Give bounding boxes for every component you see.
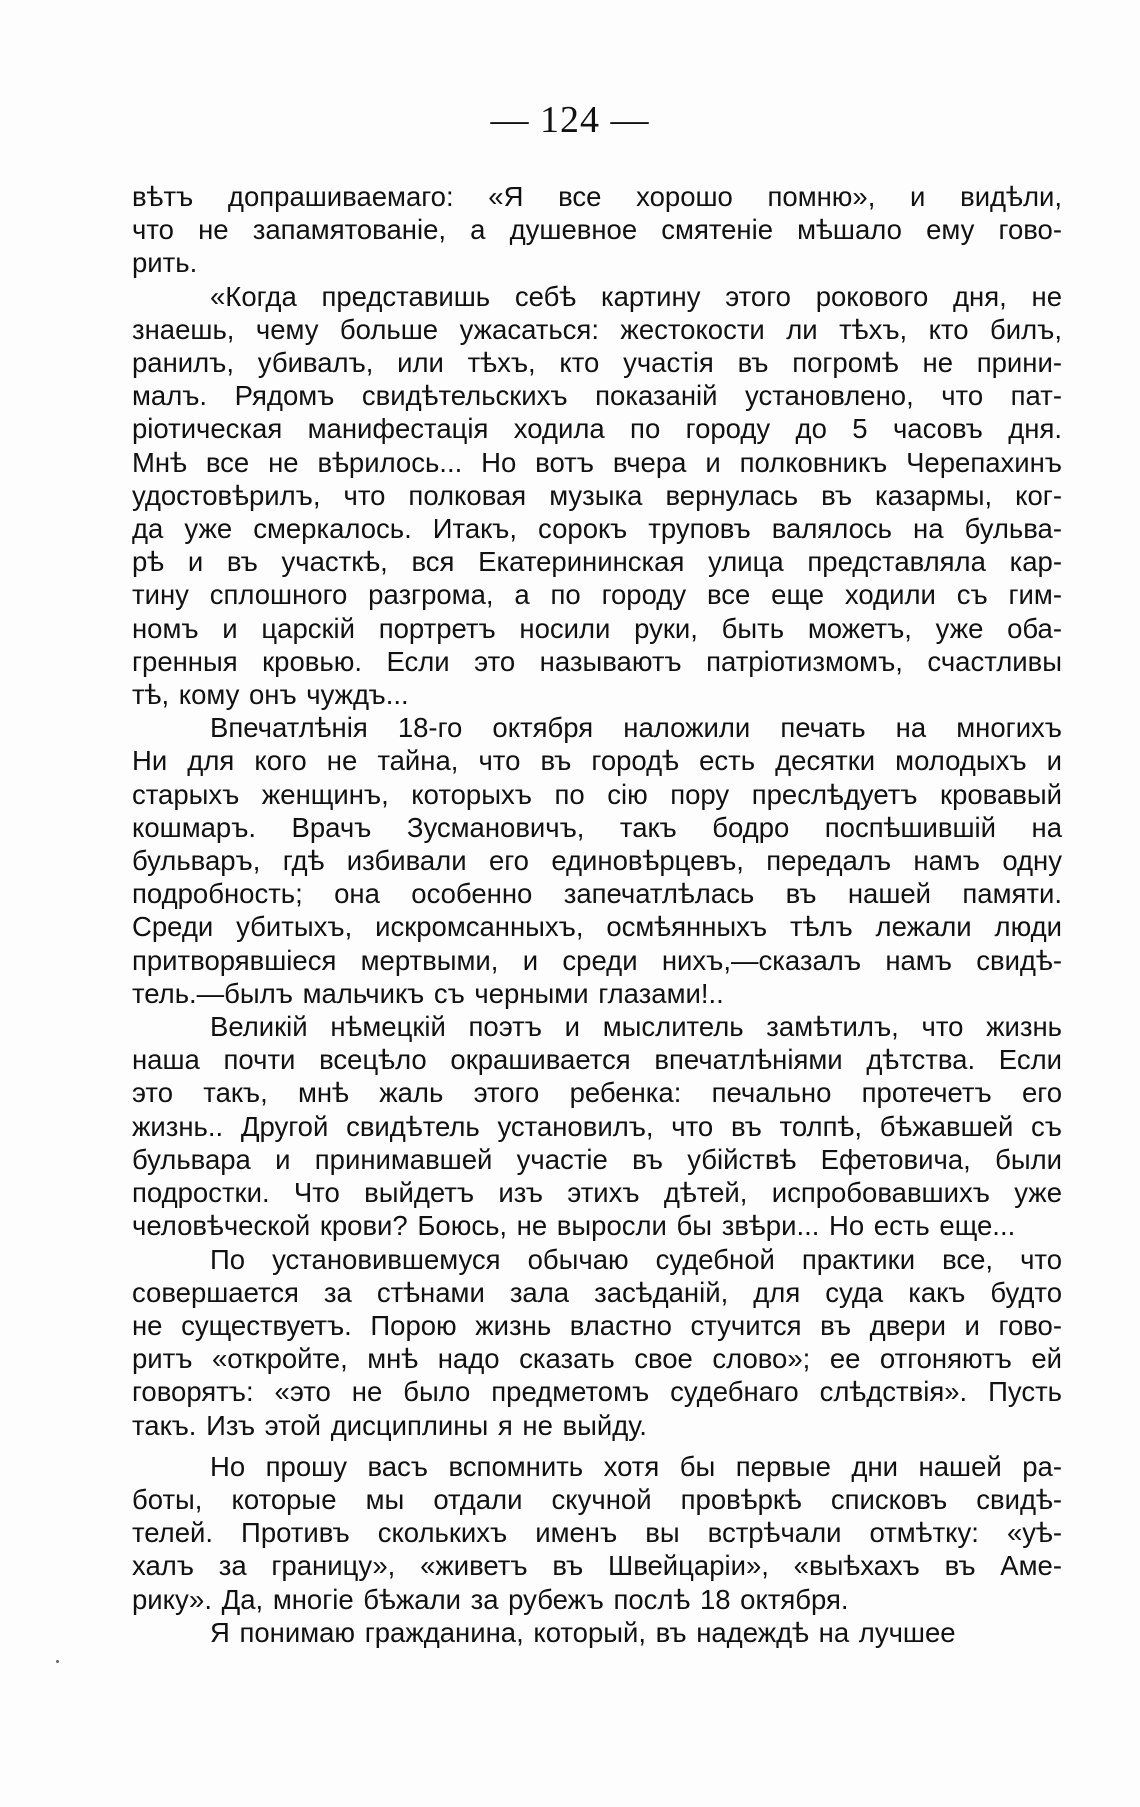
text-line: удостовѣрилъ, что полковая музыка вернулась въ казармы, ког- (132, 479, 1062, 511)
text-line: рить. (132, 247, 198, 279)
text-line: ріотическая манифестація ходила по городу до 5 часовъ дня. (132, 413, 1062, 445)
text-line: По установившемуся обычаю судебной практики все, что (210, 1243, 1062, 1275)
text-line: вѣтъ допрашиваемаго: «Я все хорошо помню», и видѣли, (132, 181, 1062, 212)
text-line: боты, которые мы отдали скучной провѣркѣ списковъ свидѣ- (132, 1483, 1062, 1515)
paragraph (132, 180, 1062, 280)
text-line: притворявшіеся мертвыми, и среди нихъ,—сказалъ намъ свидѣ- (132, 944, 1062, 976)
text-line: знаешь, чему больше ужасаться: жестокости ли тѣхъ, кто билъ, (132, 313, 1062, 345)
text-line: халъ за границу», «живетъ въ Швейцаріи», «выѣхахъ въ Аме- (132, 1550, 1062, 1582)
text-line: «Когда представишь себѣ картину этого рокового дня, не (210, 280, 1062, 312)
paragraph (132, 1616, 1062, 1649)
text-line: Впечатлѣнія 18-го октября наложили печать на многихъ (210, 712, 1062, 744)
text-line: такъ. Изъ этой дисциплины я не выйду. (132, 1409, 647, 1441)
text-line: да уже смеркалось. Итакъ, сорокъ труповъ валялось на бульва- (132, 513, 1062, 545)
text-line: номъ и царскій портретъ носили руки, быть можетъ, уже оба- (132, 612, 1062, 644)
text-line: Ни для кого не тайна, что въ городѣ есть десятки молодыхъ и (132, 745, 1062, 777)
text-line: тѣ, кому онъ чуждъ... (132, 679, 409, 711)
text-line: тель.—былъ мальчикъ съ черными глазами!.. (132, 977, 724, 1009)
text-line: не существуетъ. Порою жизнь властно стучится въ двери и гово- (132, 1309, 1062, 1341)
text-line: ранилъ, убивалъ, или тѣхъ, кто участія въ погромѣ не прини- (132, 347, 1062, 379)
text-line: бульвара и принимавшей участіе въ убійствѣ Ефетовича, были (132, 1143, 1062, 1175)
text-line: Великій нѣмецкій поэтъ и мыслитель замѣтилъ, что жизнь (210, 1011, 1062, 1043)
text-line: жизнь.. Другой свидѣтель установилъ, что въ толпѣ, бѣжавшей съ (132, 1110, 1062, 1142)
paragraph (132, 1450, 1062, 1616)
text-line: старыхъ женщинъ, которыхъ по сію пору преслѣдуетъ кровавый (132, 778, 1062, 810)
text-line: телей. Противъ сколькихъ именъ вы встрѣчали отмѣтку: «уѣ- (132, 1517, 1062, 1549)
text-line: подростки. Что выйдетъ изъ этихъ дѣтей, испробовавшихъ уже (132, 1177, 1062, 1209)
paragraph (132, 1010, 1062, 1242)
paragraph (132, 711, 1062, 1010)
text-line: Среди убитыхъ, искромсанныхъ, осмѣянныхъ тѣлъ лежали люди (132, 911, 1062, 943)
text-line: наша почти всецѣло окрашивается впечатлѣніями дѣтства. Если (132, 1044, 1062, 1076)
text-line: это такъ, мнѣ жаль этого ребенка: печально протечетъ его (132, 1077, 1062, 1109)
paragraph (132, 1243, 1062, 1442)
text-line: малъ. Рядомъ свидѣтельскихъ показаній установлено, что пат- (132, 380, 1062, 412)
text-line: тину сплошного разгрома, а по городу все еще ходили съ гим- (132, 579, 1062, 611)
scan-speck (56, 1660, 59, 1663)
text-line: Я понимаю гражданина, который, въ надеждѣ на лучшее (210, 1616, 956, 1648)
text-line: человѣческой крови? Боюсь, не выросли бы звѣри... Но есть еще... (132, 1210, 1016, 1242)
text-line: кошмаръ. Врачъ Зусмановичъ, такъ бодро поспѣшившій на (132, 811, 1062, 843)
body-text (132, 180, 1062, 1649)
text-line: ритъ «откройте, мнѣ надо сказать свое слово»; ее отгоняютъ ей (132, 1343, 1062, 1375)
page-number: — 124 — (490, 99, 650, 141)
text-line: Мнѣ все не вѣрилось... Но вотъ вчера и полковникъ Черепахинъ (132, 446, 1062, 478)
text-line: говорятъ: «это не было предметомъ судебнаго слѣдствія». Пусть (132, 1376, 1062, 1408)
paragraph (132, 280, 1062, 712)
text-line: Но прошу васъ вспомнить хотя бы первые дни нашей ра- (210, 1450, 1062, 1482)
text-line: бульваръ, гдѣ избивали его единовѣрцевъ, передалъ намъ одну (132, 845, 1062, 877)
text-line: рику». Да, многіе бѣжали за рубежъ послѣ 18 октября. (132, 1583, 849, 1615)
text-line: совершается за стѣнами зала засѣданій, для суда какъ будто (132, 1276, 1062, 1308)
text-line: подробность; она особенно запечатлѣлась въ нашей памяти. (132, 878, 1062, 910)
text-line: гренныя кровью. Если это называютъ патріотизмомъ, счастливы (132, 645, 1062, 677)
text-line: что не запамятованіе, а душевное смятеніе мѣшало ему гово- (132, 214, 1062, 246)
text-line: рѣ и въ участкѣ, вся Екатерининская улица представляла кар- (132, 546, 1062, 578)
